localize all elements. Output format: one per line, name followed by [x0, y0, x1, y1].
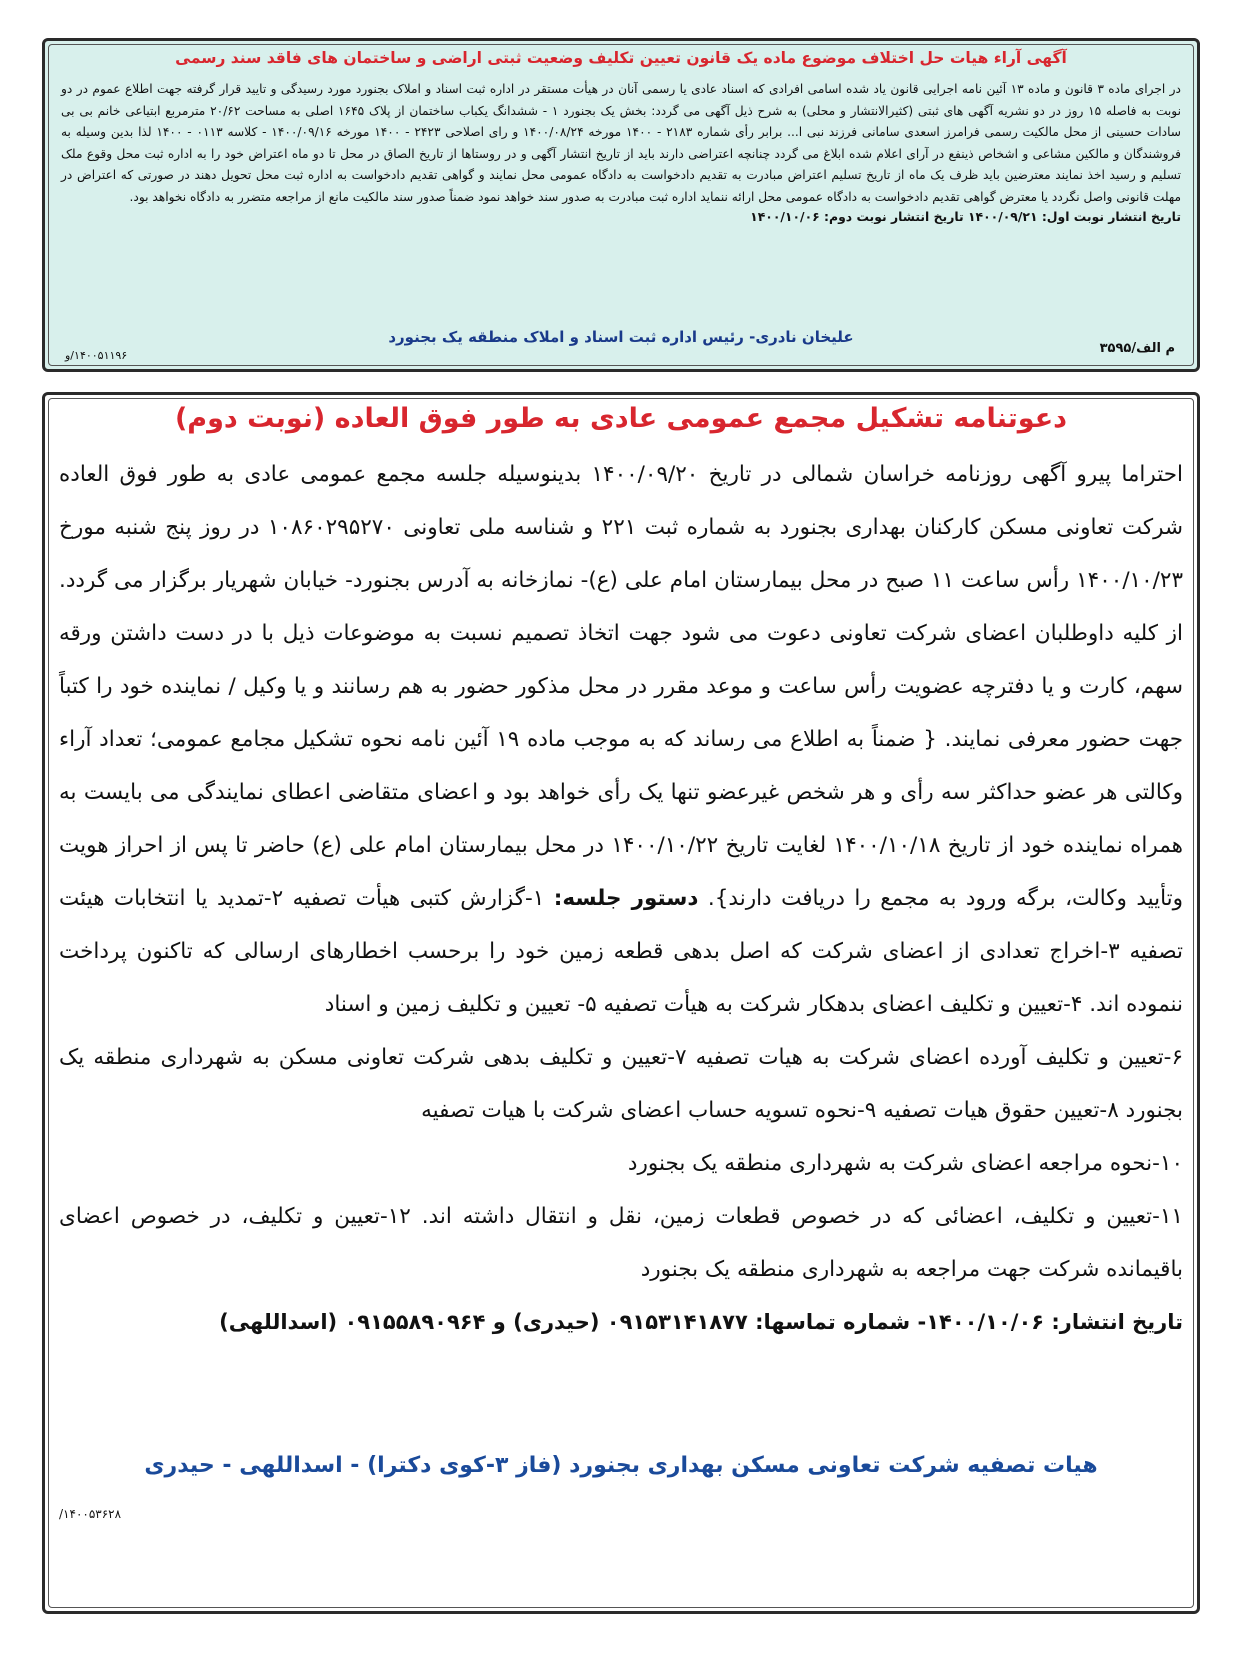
- invitation-signature: هیات تصفیه شرکت تعاونی مسکن بهداری بجنورد (فاز ۳-کوی دکترا) - اسداللهی - حیدری: [144, 1453, 1098, 1478]
- publication-date-and-phones: تاریخ انتشار: ۱۴۰۰/۱۰/۰۶- شماره تماسها: ۰۹۱۵۳۱۴۱۸۷۷ (حیدری) و ۰۹۱۵۵۸۹۰۹۶۴ (اسداللهی): [219, 1310, 1183, 1334]
- notice-signature: علیخان نادری- رئیس اداره ثبت اسناد و املاک منطقه یک بجنورد: [388, 328, 854, 346]
- invitation-serial-number: ۱۴۰۰۵۳۶۲۸/: [59, 1507, 122, 1521]
- notice-title: آگهی آراء هیات حل اختلاف موضوع ماده یک قانون تعیین تکلیف وضعیت ثبتی اراضی و ساختمان های فاقد سند رسمی: [175, 49, 1067, 67]
- agenda-items-6-9: ۶-تعیین و تکلیف آورده اعضای شرکت به هیات تصفیه ۷-تعیین و تکلیف بدهی شرکت تعاونی مسکن به شهرداری منطقه یک بجنورد ۸-تعیین حقوق هیات تصفیه ۹-نحوه تسویه حساب اعضای شرکت با هیات تصفیه: [59, 1045, 1184, 1123]
- invitation-intro: احتراما پیرو آگهی روزنامه خراسان شمالی در تاریخ ۱۴۰۰/۰۹/۲۰ بدینوسیله جلسه مجمع عمومی عادی به طور فوق العاده شرکت تعاونی مسکن کارکنان بهداری بجنورد به شماره ثبت ۲۲۱ و شناسه ملی تعاونی ۱۰۸۶۰۲۹۵۲۷۰ در روز پنج شنبه مورخ ۱۴۰۰/۱۰/۲۳ رأس ساعت ۱۱ صبح در محل بیمارستان امام علی (ع)- نمازخانه به آدرس بجنورد- خیابان شهریار برگزار می گردد. از کلیه داوطلبان اعضای شرکت تعاونی دعوت می شود جهت اتخاذ تصمیم نسبت به موضوعات ذیل با در دست داشتن ورقه سهم، کارت و یا دفترچه عضویت رأس ساعت و موعد مقرر در محل مذکور حضور به هم رسانند و یا وکیل / نماینده خود را کتباً جهت حضور معرفی نمایند. { ضمناً به اطلاع می رساند که به موجب ماده ۱۹ آئین نامه نحوه تشکیل مجامع عمومی؛ تعداد آراء وکالتی هر عضو حداکثر سه رأی و هر شخص غیرعضو تنها یک رأی خواهد بود و اعضای متقاضی اعطای نمایندگی می بایست به همراه نماینده خود از تاریخ ۱۴۰۰/۱۰/۱۸ لغایت تاریخ ۱۴۰۰/۱۰/۲۲ در محل بیمارستان امام علی (ع) حاضر تا پس از احراز هویت وتأیید وکالت، برگه ورود به مجمع را دریافت دارند}.: [59, 462, 1184, 911]
- agenda-items-11-12: ۱۱-تعیین و تکلیف، اعضائی که در خصوص قطعات زمین، نقل و انتقال داشته اند. ۱۲-تعیین و تکلیف، در خصوص اعضای باقیمانده شرکت جهت مراجعه به شهرداری منطقه یک بجنورد: [59, 1204, 1183, 1282]
- invitation-title: دعوتنامه تشکیل مجمع عمومی عادی به طور فوق العاده (نوبت دوم): [174, 403, 1068, 434]
- notice-serial-number: ۱۴۰۰۵۱۱۹۶/و: [65, 349, 128, 362]
- agenda-item-10: ۱۰-نحوه مراجعه اعضای شرکت به شهرداری منطقه یک بجنورد: [627, 1151, 1183, 1176]
- notice-reference-code: م الف/۳۵۹۵: [1099, 341, 1175, 356]
- registration-notice-box: [42, 38, 1200, 372]
- agenda-items-1-5: ۱-گزارش کتبی هیأت تصفیه ۲-تمدید یا انتخابات هیئت تصفیه ۳-اخراج تعدادی از اعضای شرکت که اصل بدهی قطعه زمین خود را برحسب اخطارهای ارسالی که تاکنون پرداخت ننموده اند. ۴-تعیین و تکلیف اعضای بدهکار شرکت به هیأت تصفیه ۵- تعیین و تکلیف زمین و اسناد: [59, 886, 1184, 1017]
- general-assembly-invitation-box: [42, 392, 1200, 1614]
- notice-body: در اجرای ماده ۳ قانون و ماده ۱۳ آئین نامه اجرایی قانون یاد شده اسامی افرادی که اسناد عادی یا رسمی آنان در هیأت مستقر در اداره ثبت اسناد و املاک بجنورد مورد رسیدگی و تایید قرار گرفته جهت اطلاع عموم در دو نوبت به فاصله ۱۵ روز در دو نشریه آگهی های ثبتی (کثیرالانتشار و محلی) به شرح ذیل آگهی می گردد: بخش یک بجنورد ۱ - ششدانگ یکباب ساختمان از پلاک ۱۶۴۵ اصلی به مساحت ۲۰/۶۲ مترمربع ابتیاعی خانم بی بی سادات حسینی از محل مالکیت رسمی فرامرز اسعدی سامانی فرزند نبی ا... برابر رأی شماره ۲۱۸۳ - ۱۴۰۰ مورخه ۱۴۰۰/۰۸/۲۴ و رای اصلاحی ۲۴۲۳ - ۱۴۰۰ مورخه ۱۴۰۰/۰۹/۱۶ - کلاسه ۰۱۱۳ - ۱۴۰۰ لذا بدین وسیله به فروشندگان و مالکین مشاعی و اشخاص ذینفع در آرای اعلام شده ابلاغ می گردد چنانچه اعتراضی دارند باید از تاریخ انتشار آگهی و در روستاها از تاریخ الصاق در محل تا دو ماه اعتراض خود را به اداره ثبت محل وقوع ملک تسلیم و رسید اخذ نمایند معترضین باید ظرف یک ماه از تاریخ تسلیم اعتراض مبادرت به تقدیم دادخواست به دادگاه عمومی محل نمایند و گواهی تقدیم دادخواست به اداره ثبت محل تحویل دهند در صورتی که اعتراض در مهلت قانونی واصل نگردد یا معترض گواهی تقدیم دادخواست به دادگاه عمومی محل ارائه ننماید اداره ثبت مبادرت به صدور سند خواهد نمود ضمناً صدور سند مالکیت مانع از مراجعه متضرر به دادگاه نخواهد بود.: [61, 82, 1181, 204]
- invitation-body: [59, 448, 1183, 1296]
- publication-dates: تاریخ انتشار نوبت اول: ۱۴۰۰/۰۹/۲۱ تاریخ انتشار نوبت دوم: ۱۴۰۰/۱۰/۰۶: [750, 209, 1181, 224]
- agenda-label: دستور جلسه:: [553, 886, 699, 911]
